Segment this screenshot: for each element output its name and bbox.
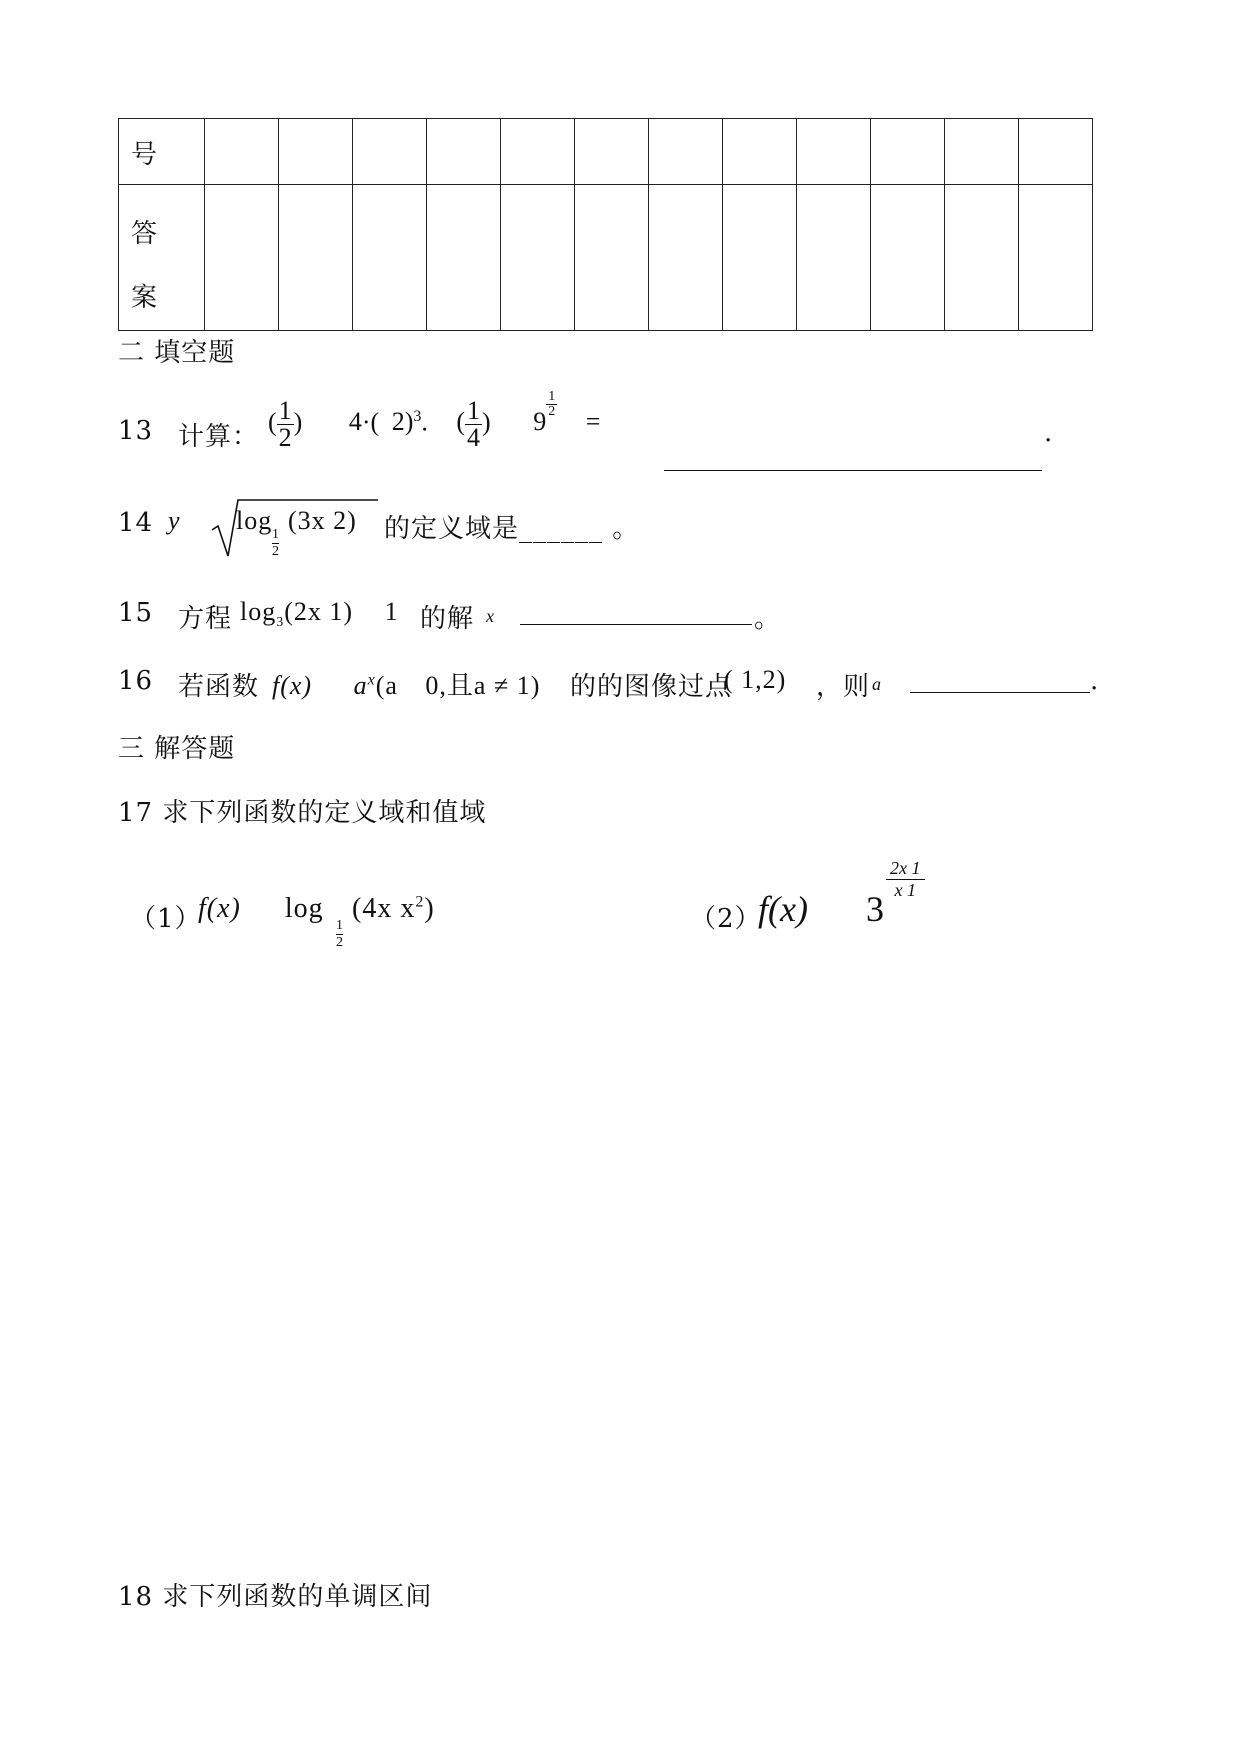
q13-expression: ( $\frac{1}{2}$ ) 4·( 2)$^3$. ( $\frac{1}{4}$ ) 9 $\frac{1}{2}$ = — [268, 389, 601, 452]
table-row-number — [119, 119, 1093, 185]
q16-function: f(x) $a^x(a$ 0,且a ≠ 1) — [272, 671, 541, 700]
q16-label: 若函数 — [178, 672, 260, 702]
q15-text: 的解 — [420, 604, 475, 634]
q16-point: ( 1,2) — [724, 665, 787, 694]
q14-arg: (3x 2) — [288, 506, 357, 535]
q14-number: 14 — [118, 508, 154, 538]
answer-cell[interactable] — [723, 185, 797, 331]
q15-equation: $\log_3(2x$ 1) 1 — [240, 597, 399, 631]
answer-cell[interactable] — [575, 185, 649, 331]
q14-text: 的定义域是______ 。 — [384, 514, 640, 544]
answer-table — [118, 118, 1093, 331]
q16-text2: ，则 — [816, 672, 871, 702]
answer-cell[interactable] — [649, 185, 723, 331]
answer-cell[interactable] — [1019, 185, 1093, 331]
q13-end: . — [1044, 418, 1054, 448]
q16-text: 的的图像过点 — [570, 672, 733, 702]
q17-part2-base: 3 — [866, 889, 884, 929]
answer-cell[interactable] — [205, 185, 279, 331]
q17-part2-fx: f(x) — [758, 889, 808, 929]
answer-cell[interactable] — [945, 119, 1019, 185]
q16-var: a — [872, 674, 881, 694]
q15-number: 15 — [118, 598, 154, 628]
table-header-number: 号 — [119, 119, 205, 185]
answer-cell[interactable] — [353, 185, 427, 331]
q17-part1-function: f(x) log — [198, 893, 324, 924]
answer-cell[interactable] — [427, 119, 501, 185]
q15-label: 方程 — [178, 604, 233, 634]
answer-cell[interactable] — [575, 119, 649, 185]
answer-cell[interactable] — [279, 119, 353, 185]
answer-cell[interactable] — [723, 119, 797, 185]
q15-var: x — [486, 606, 494, 626]
answer-cell[interactable] — [501, 185, 575, 331]
answer-cell[interactable] — [871, 119, 945, 185]
q13-label: 计算： — [178, 422, 260, 452]
answer-cell[interactable] — [871, 185, 945, 331]
answer-cell[interactable] — [649, 119, 723, 185]
answer-cell[interactable] — [1019, 119, 1093, 185]
q17-title: 17 求下列函数的定义域和值域 — [118, 798, 487, 828]
q13-number: 13 — [118, 416, 154, 446]
q18-title: 18 求下列函数的单调区间 — [118, 1582, 433, 1612]
answer-cell[interactable] — [279, 185, 353, 331]
q17-part2-label: （2） — [690, 904, 762, 934]
q14-lhs: y — [168, 506, 181, 535]
q14-log: log — [236, 506, 273, 535]
q16-answer-blank[interactable] — [910, 666, 1090, 697]
section-heading-fill-in: 二 填空题 — [118, 338, 236, 368]
q14-log-base: 1 2 — [272, 527, 279, 559]
q15-answer-blank[interactable] — [520, 598, 752, 629]
section-heading-answer: 三 解答题 — [118, 734, 236, 764]
q17-part1-arg: (4x $x^2$) — [352, 893, 435, 924]
answer-cell[interactable] — [945, 185, 1019, 331]
q16-end: . — [1090, 666, 1100, 696]
answer-cell[interactable] — [797, 119, 871, 185]
answer-cell[interactable] — [797, 185, 871, 331]
answer-cell[interactable] — [501, 119, 575, 185]
q13-answer-blank[interactable] — [664, 444, 1042, 475]
answer-cell[interactable] — [205, 119, 279, 185]
q15-end: 。 — [754, 604, 782, 634]
q16-number: 16 — [118, 666, 154, 696]
q17-part2-exponent: 2x 1 x 1 — [886, 858, 925, 901]
q17-part1-label: （1） — [130, 904, 202, 934]
answer-cell[interactable] — [427, 185, 501, 331]
answer-cell[interactable] — [353, 119, 427, 185]
table-header-answer: 答 案 — [119, 185, 205, 331]
table-row-answer — [119, 185, 1093, 331]
q17-part1-log-base: 1 2 — [336, 918, 343, 950]
